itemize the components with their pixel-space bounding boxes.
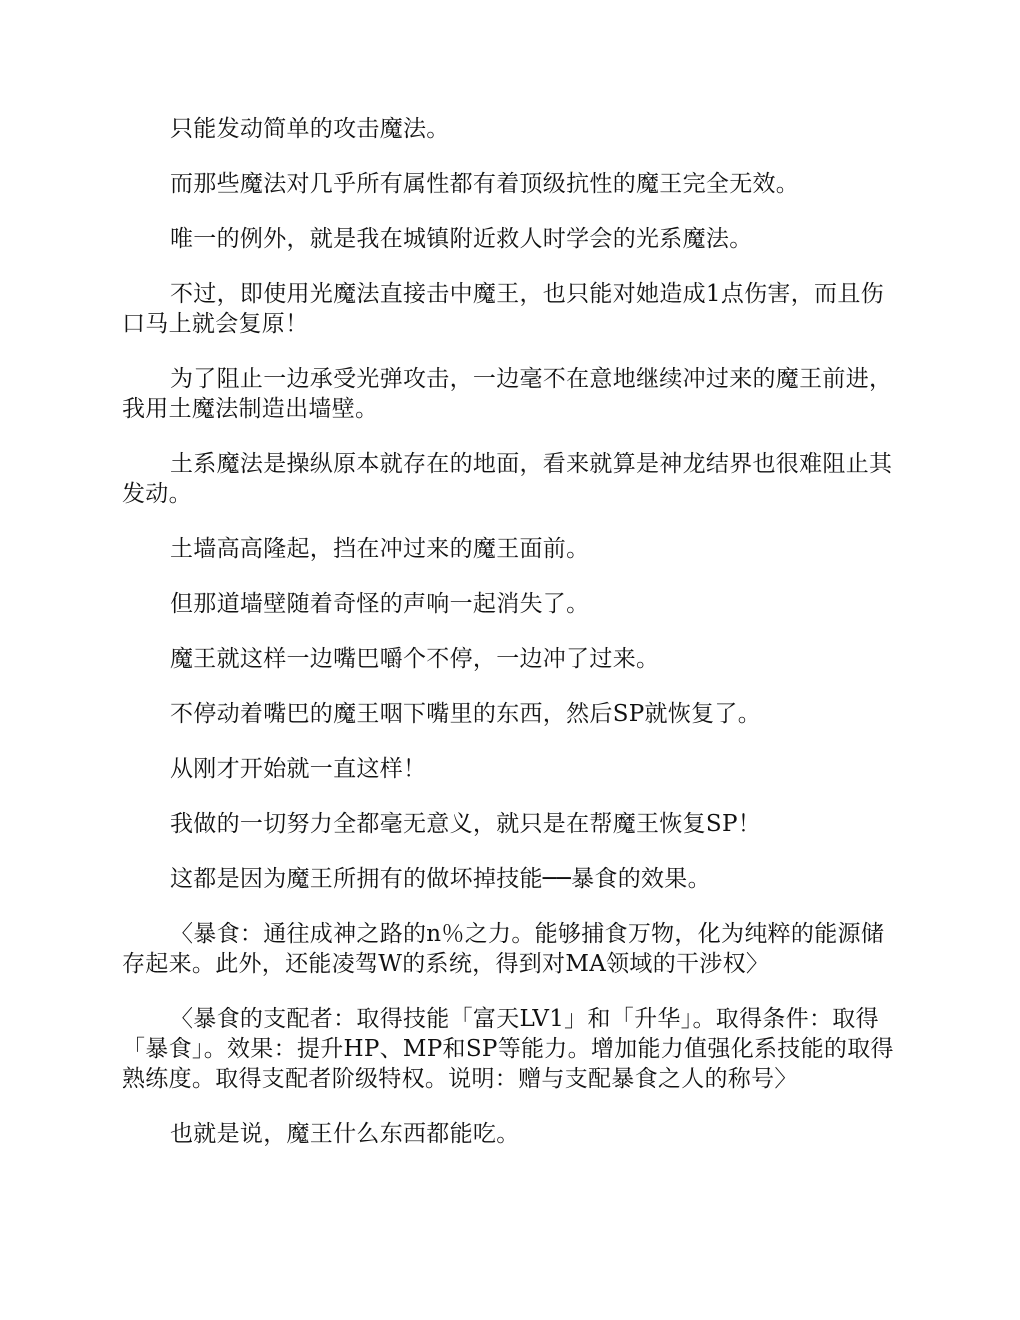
paragraph: 这都是因为魔王所拥有的做坏掉技能──暴食的效果。: [170, 866, 711, 892]
paragraph: 土系魔法是操纵原本就存在的地面，看来就算是神龙结界也很难阻止其发动。: [122, 451, 893, 507]
paragraph: 不停动着嘴巴的魔王咽下嘴里的东西，然后SP就恢复了。: [170, 701, 762, 727]
paragraph: 不过，即使用光魔法直接击中魔王，也只能对她造成1点伤害，而且伤口马上就会复原！: [122, 281, 884, 337]
paragraph: 我做的一切努力全都毫无意义，就只是在帮魔王恢复SP！: [170, 811, 762, 837]
document-page: [122, 114, 898, 1174]
paragraph: 唯一的例外，就是我在城镇附近救人时学会的光系魔法。: [170, 226, 753, 252]
paragraph: 魔王就这样一边嘴巴嚼个不停，一边冲了过来。: [170, 646, 660, 672]
skill-description-paragraph: 〈暴食的支配者：取得技能「富天LV1」和「升华」。取得条件：取得「暴食」。效果：提升HP、MP和SP等能力。增加能力值强化系技能的取得熟练度。取得支配者阶级特权。说明：赠与支配暴食之人的称号〉: [122, 1006, 894, 1092]
paragraph: 只能发动简单的攻击魔法。: [170, 116, 450, 142]
paragraph: 从刚才开始就一直这样！: [170, 756, 427, 782]
paragraph: 也就是说，魔王什么东西都能吃。: [170, 1121, 520, 1147]
paragraph: 而那些魔法对几乎所有属性都有着顶级抗性的魔王完全无效。: [170, 171, 800, 197]
paragraph: 为了阻止一边承受光弹攻击，一边毫不在意地继续冲过来的魔王前进，我用土魔法制造出墙壁。: [122, 366, 893, 422]
paragraph: 土墙高高隆起，挡在冲过来的魔王面前。: [170, 536, 590, 562]
skill-description-paragraph: 〈暴食：通往成神之路的n％之力。能够捕食万物，化为纯粹的能源储存起来。此外，还能凌驾W的系统，得到对MA领域的干涉权〉: [122, 921, 885, 977]
paragraph: 但那道墙壁随着奇怪的声响一起消失了。: [170, 591, 590, 617]
